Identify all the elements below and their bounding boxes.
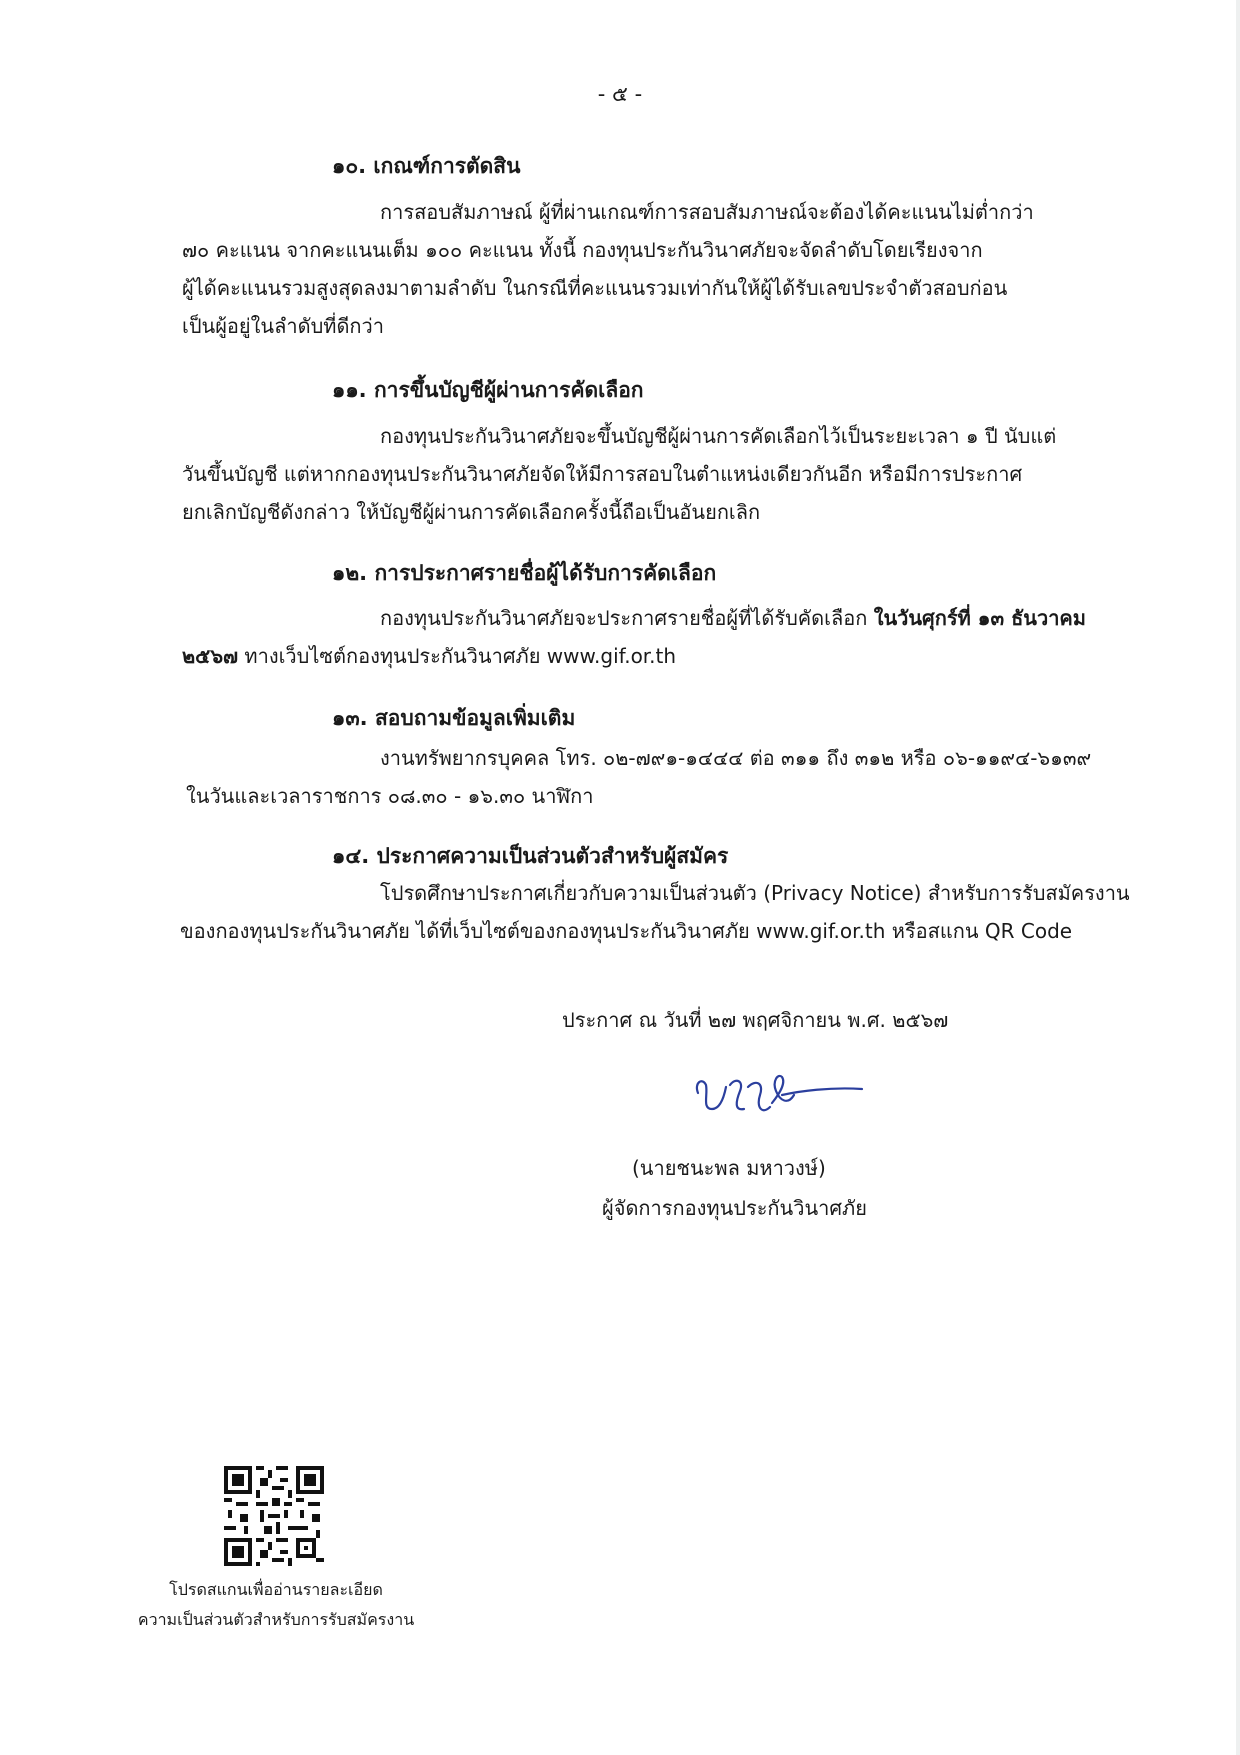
section-12-line [380, 602, 1086, 634]
section-heading-11: ๑๑. การขึ้นบัญชีผู้ผ่านการคัดเลือก [332, 378, 644, 402]
announcement-date: ประกาศ ณ วันที่ ๒๗ พฤศจิกายน พ.ศ. ๒๕๖๗ [562, 1008, 949, 1032]
signatory-name: (นายชนะพล มหาวงษ์) [632, 1156, 826, 1180]
section-11-line: วันขึ้นบัญชี แต่หากกองทุนประกันวินาศภัยจัดให้มีการสอบในตำแหน่งเดียวกันอีก หรือมีการประกาศ [182, 462, 1023, 486]
section-13-line: ในวันและเวลาราชการ ๐๘.๓๐ - ๑๖.๓๐ นาฬิกา [186, 784, 594, 808]
section-14-line: ของกองทุนประกันวินาศภัย ได้ที่เว็บไซต์ของกองทุนประกันวินาศภัย www.gif.or.th หรือสแกน QR Code [180, 919, 1073, 943]
section-12-text: กองทุนประกันวินาศภัยจะประกาศรายชื่อผู้ที่ได้รับคัดเลือก [380, 606, 874, 630]
signatory-title: ผู้จัดการกองทุนประกันวินาศภัย [602, 1196, 867, 1220]
section-12-line [182, 640, 676, 672]
qr-caption-line-2: ความเป็นส่วนตัวสำหรับการรับสมัครงาน [137, 1610, 415, 1629]
section-11-line: กองทุนประกันวินาศภัยจะขึ้นบัญชีผู้ผ่านการคัดเลือกไว้เป็นระยะเวลา ๑ ปี นับแต่ [380, 424, 1057, 448]
section-heading-10: ๑๐. เกณฑ์การตัดสิน [332, 154, 521, 178]
qr-code-image[interactable] [224, 1466, 324, 1566]
section-10-line: การสอบสัมภาษณ์ ผู้ที่ผ่านเกณฑ์การสอบสัมภาษณ์จะต้องได้คะแนนไม่ต่ำกว่า [380, 200, 1034, 224]
section-10-line: ผู้ได้คะแนนรวมสูงสุดลงมาตามลำดับ ในกรณีที่คะแนนรวมเท่ากันให้ผู้ได้รับเลขประจำตัวสอบก่อน [182, 276, 1008, 300]
section-10-line: เป็นผู้อยู่ในลำดับที่ดีกว่า [182, 314, 385, 338]
section-14-line: โปรดศึกษาประกาศเกี่ยวกับความเป็นส่วนตัว (Privacy Notice) สำหรับการรับสมัครงาน [380, 881, 1130, 905]
section-12-website-text: ทางเว็บไซต์กองทุนประกันวินาศภัย www.gif.or.th [238, 644, 677, 668]
signature-image [690, 1065, 870, 1125]
qr-caption-line-1: โปรดสแกนเพื่ออ่านรายละเอียด [169, 1580, 383, 1599]
page-number: - ๕ - [597, 82, 643, 106]
section-12-date-bold: ในวันศุกร์ที่ ๑๓ ธันวาคม [873, 606, 1086, 630]
section-heading-12: ๑๒. การประกาศรายชื่อผู้ได้รับการคัดเลือก [332, 561, 717, 585]
scan-edge-shadow [1236, 0, 1240, 1755]
section-12-year-bold: ๒๕๖๗ [182, 644, 239, 668]
section-10-line: ๗๐ คะแนน จากคะแนนเต็ม ๑๐๐ คะแนน ทั้งนี้ กองทุนประกันวินาศภัยจะจัดลำดับโดยเรียงจาก [182, 238, 983, 262]
section-heading-14: ๑๔. ประกาศความเป็นส่วนตัวสำหรับผู้สมัคร [332, 844, 729, 868]
section-11-line: ยกเลิกบัญชีดังกล่าว ให้บัญชีผู้ผ่านการคัดเลือกครั้งนี้ถือเป็นอันยกเลิก [182, 500, 761, 524]
section-13-line: งานทรัพยากรบุคคล โทร. ๐๒-๗๙๑-๑๔๔๔ ต่อ ๓๑๑ ถึง ๓๑๒ หรือ ๐๖-๑๑๙๔-๖๑๓๙ [380, 746, 1092, 770]
section-heading-13: ๑๓. สอบถามข้อมูลเพิ่มเติม [332, 706, 576, 730]
